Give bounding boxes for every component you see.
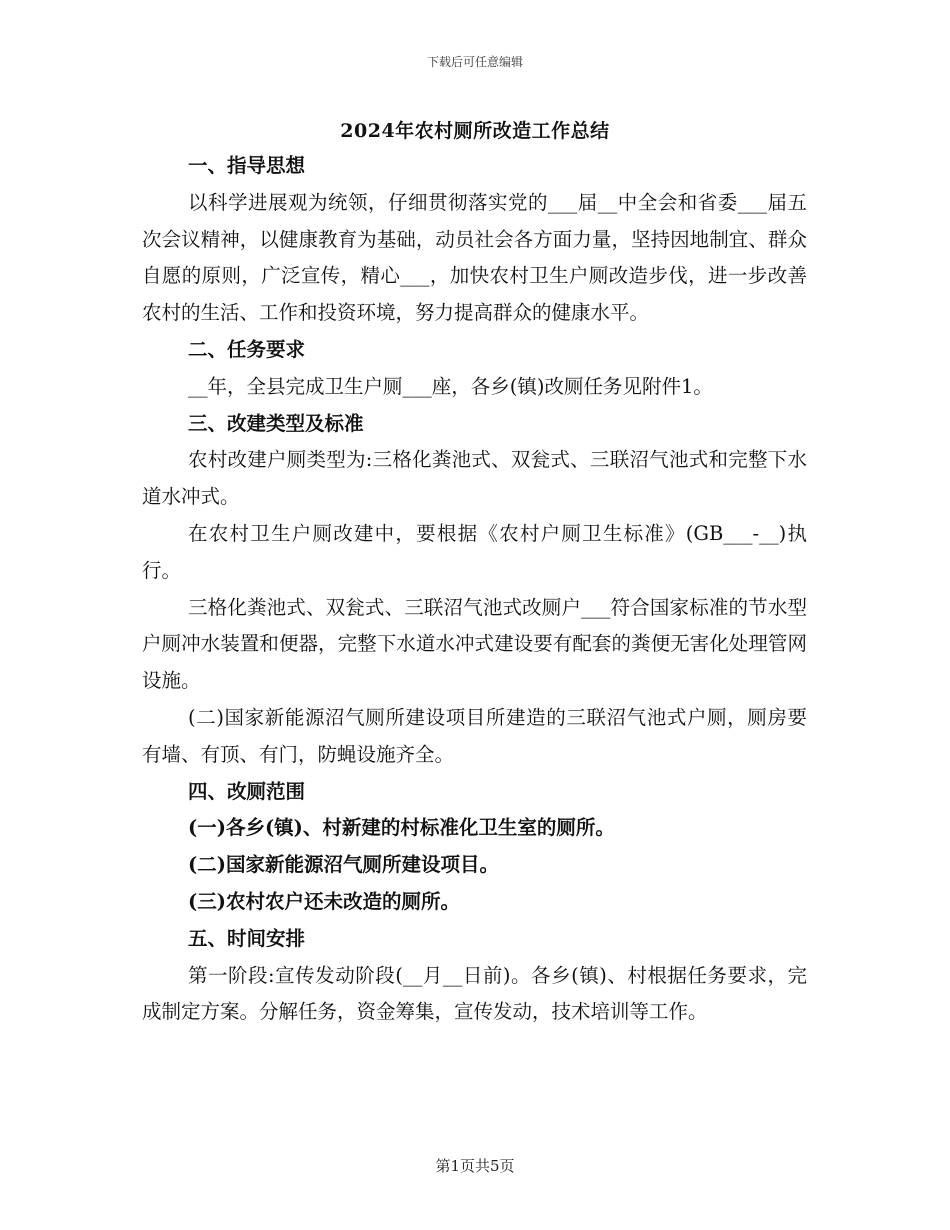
paragraph: 以科学进展观为统领，仔细贯彻落实党的___届__中全会和省委___届五次会议精神，以健康教育为基础，动员社会各方面力量，坚持因地制宜、群众自愿的原则，广泛宣传，精心___，加快农村卫生户厕改造步伐，进一步改善农村的生活、工作和投资环境，努力提高群众的健康水平。: [142, 190, 807, 325]
paragraph: 五、时间安排: [188, 926, 306, 950]
paragraph: 三、改建类型及标准: [188, 411, 364, 435]
paragraph: 在农村卫生户厕改建中，要根据《农村户厕卫生标准》(GB___-__)执行。: [142, 521, 807, 582]
document-body: [142, 148, 807, 1031]
paragraph: (三)农村农户还未改造的厕所。: [188, 889, 460, 913]
paragraph: (二)国家新能源沼气厕所建设项目。: [188, 853, 499, 877]
paragraph: 二、任务要求: [188, 337, 306, 361]
paragraph: 第一阶段:宣传发动阶段(__月__日前)。各乡(镇)、村根据任务要求，完成制定方案。分解任务，资金筹集，宣传发动，技术培训等工作。: [142, 963, 807, 1024]
document-title: 2024年农村厕所改造工作总结: [340, 120, 610, 142]
paragraph: 一、指导思想: [188, 154, 306, 177]
paragraph: (二)国家新能源沼气厕所建设项目所建造的三联沼气池式户厕，厕房要有墙、有顶、有门，防蝇设施齐全。: [142, 705, 807, 766]
page-footer: 第1页共5页: [435, 1157, 515, 1175]
paragraph: __年，全县完成卫生户厕___座，各乡(镇)改厕任务见附件1。: [188, 374, 713, 398]
page-header: 下载后可任意编辑: [426, 55, 523, 69]
paragraph: 三格化粪池式、双瓮式、三联沼气池式改厕户___符合国家标准的节水型户厕冲水装置和便器，完整下水道水冲式建设要有配套的粪便无害化处理管网设施。: [142, 595, 807, 693]
paragraph: (一)各乡(镇)、村新建的村标准化卫生室的厕所。: [188, 816, 615, 840]
paragraph: 农村改建户厕类型为:三格化粪池式、双瓮式、三联沼气池式和完整下水道水冲式。: [142, 448, 807, 509]
paragraph: 四、改厕范围: [188, 779, 306, 803]
